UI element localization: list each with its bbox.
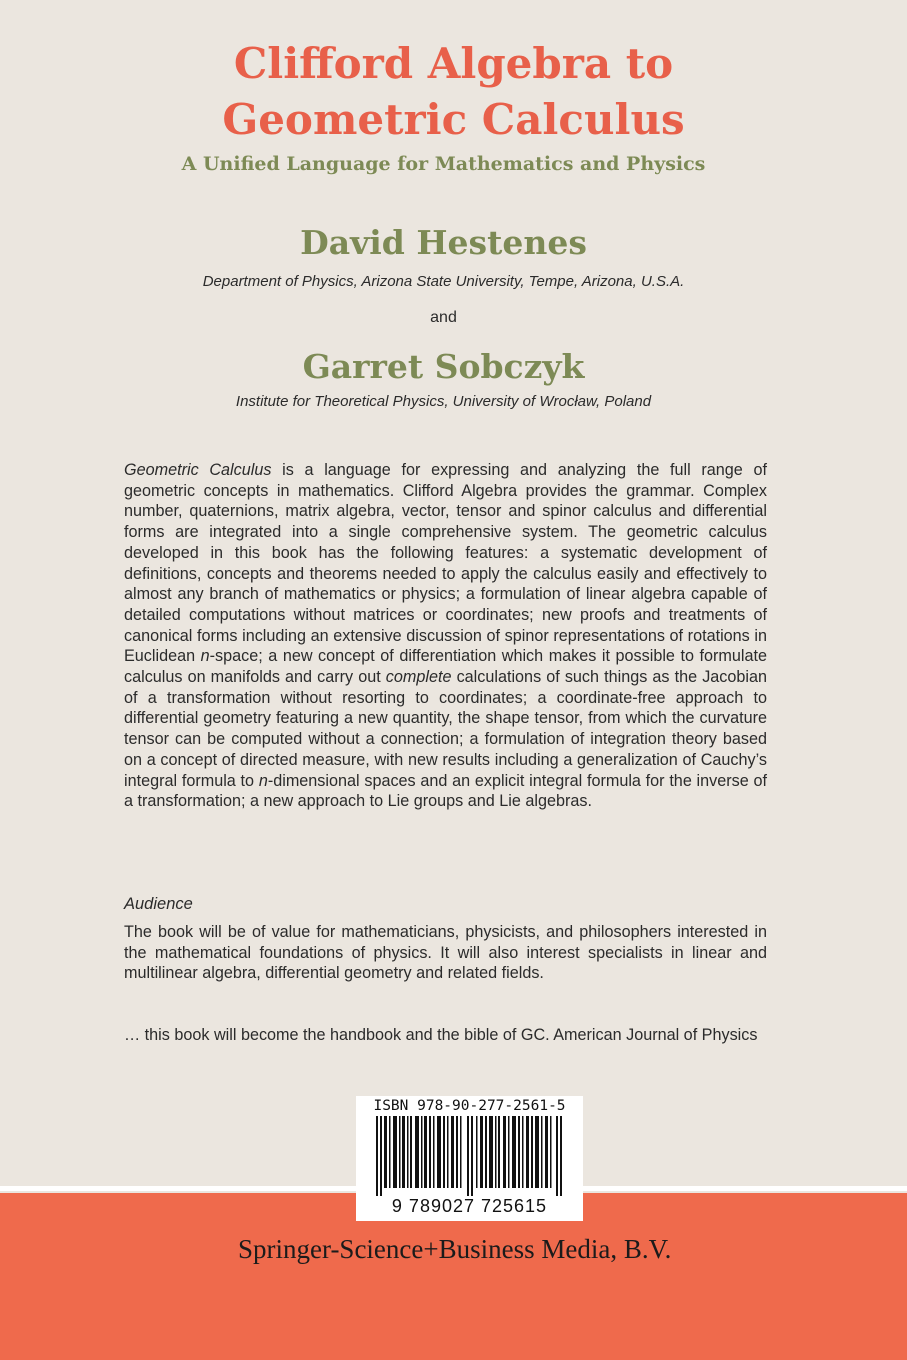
isbn-label: ISBN 978-90-277-2561-5 (373, 1098, 566, 1114)
description-n-1: n (200, 647, 210, 666)
author-affiliation-1: Department of Physics, Arizona State University, Tempe, Arizona, U.S.A. (202, 273, 685, 290)
description-complete: complete (385, 668, 452, 687)
description-part-4: -dimensional spaces and an explicit integral formula for the inverse of a transformation; a new approach to Lie groups and Lie algebras. (124, 771, 767, 811)
author-affiliation-2: Institute for Theoretical Physics, University of Wrocław, Poland (235, 393, 652, 410)
author-name-1: David Hestenes (300, 223, 587, 262)
review-quote: … this book will become the handbook and the bible of GC. American Journal of Physics (124, 1026, 758, 1044)
barcode-bars (376, 1116, 566, 1196)
audience-heading: Audience (124, 895, 193, 913)
publisher-name: Springer-Science+Business Media, B.V. (238, 1234, 672, 1264)
book-subtitle: A Unified Language for Mathematics and Physics (181, 153, 706, 175)
and-connector: and (430, 309, 457, 326)
description-part-1: is a language for expressing and analyzing the full range of geometric concepts in mathematics. Clifford Algebra provides the grammar. Complex number, quaternions, matrix algebra, vector, tensor and spinor calculus and differential forms are integrated into a single comprehensive system. The geometric calculus developed in this book has the following features: a systematic development of definitions, concepts and theorems needed to apply the calculus easily and effectively to almost any branch of mathematics or physics; a formulation of linear algebra capable of detailed computations without matrices or coordinates; new proofs and treatments of canonical forms including an extensive discussion of spinor representations of rotations in Euclidean (124, 461, 767, 666)
book-title-line-1: Clifford Algebra to (233, 39, 674, 88)
description-part-3: calculations of such things as the Jacobian of a transformation without resorting to coordinates; a coordinate-free approach to differential geometry featuring a new quantity, the shape tensor, from which the curvature tensor can be computed without a connection; a formulation of integration theory based on a concept of directed measure, with new results including a generalization of Cauchy’s integral formula to (124, 668, 767, 790)
author-name-2: Garret Sobczyk (302, 347, 585, 386)
book-description (124, 460, 767, 812)
description-part-2: -space; a new concept of differentiation which makes it possible to formulate calculus on manifolds and carry out (124, 647, 767, 687)
book-title-line-2: Geometric Calculus (222, 95, 685, 144)
description-n-2: n (258, 771, 268, 790)
audience-text: The book will be of value for mathematicians, physicists, and philosophers interested in the mathematical foundations of physics. It will also interest specialists in linear and multilinear algebra, differential geometry and related fields. (124, 923, 767, 983)
barcode-digits: 9 789027 725615 (391, 1196, 548, 1216)
description-lead: Geometric Calculus (124, 461, 272, 479)
isbn-barcode (356, 1096, 583, 1221)
